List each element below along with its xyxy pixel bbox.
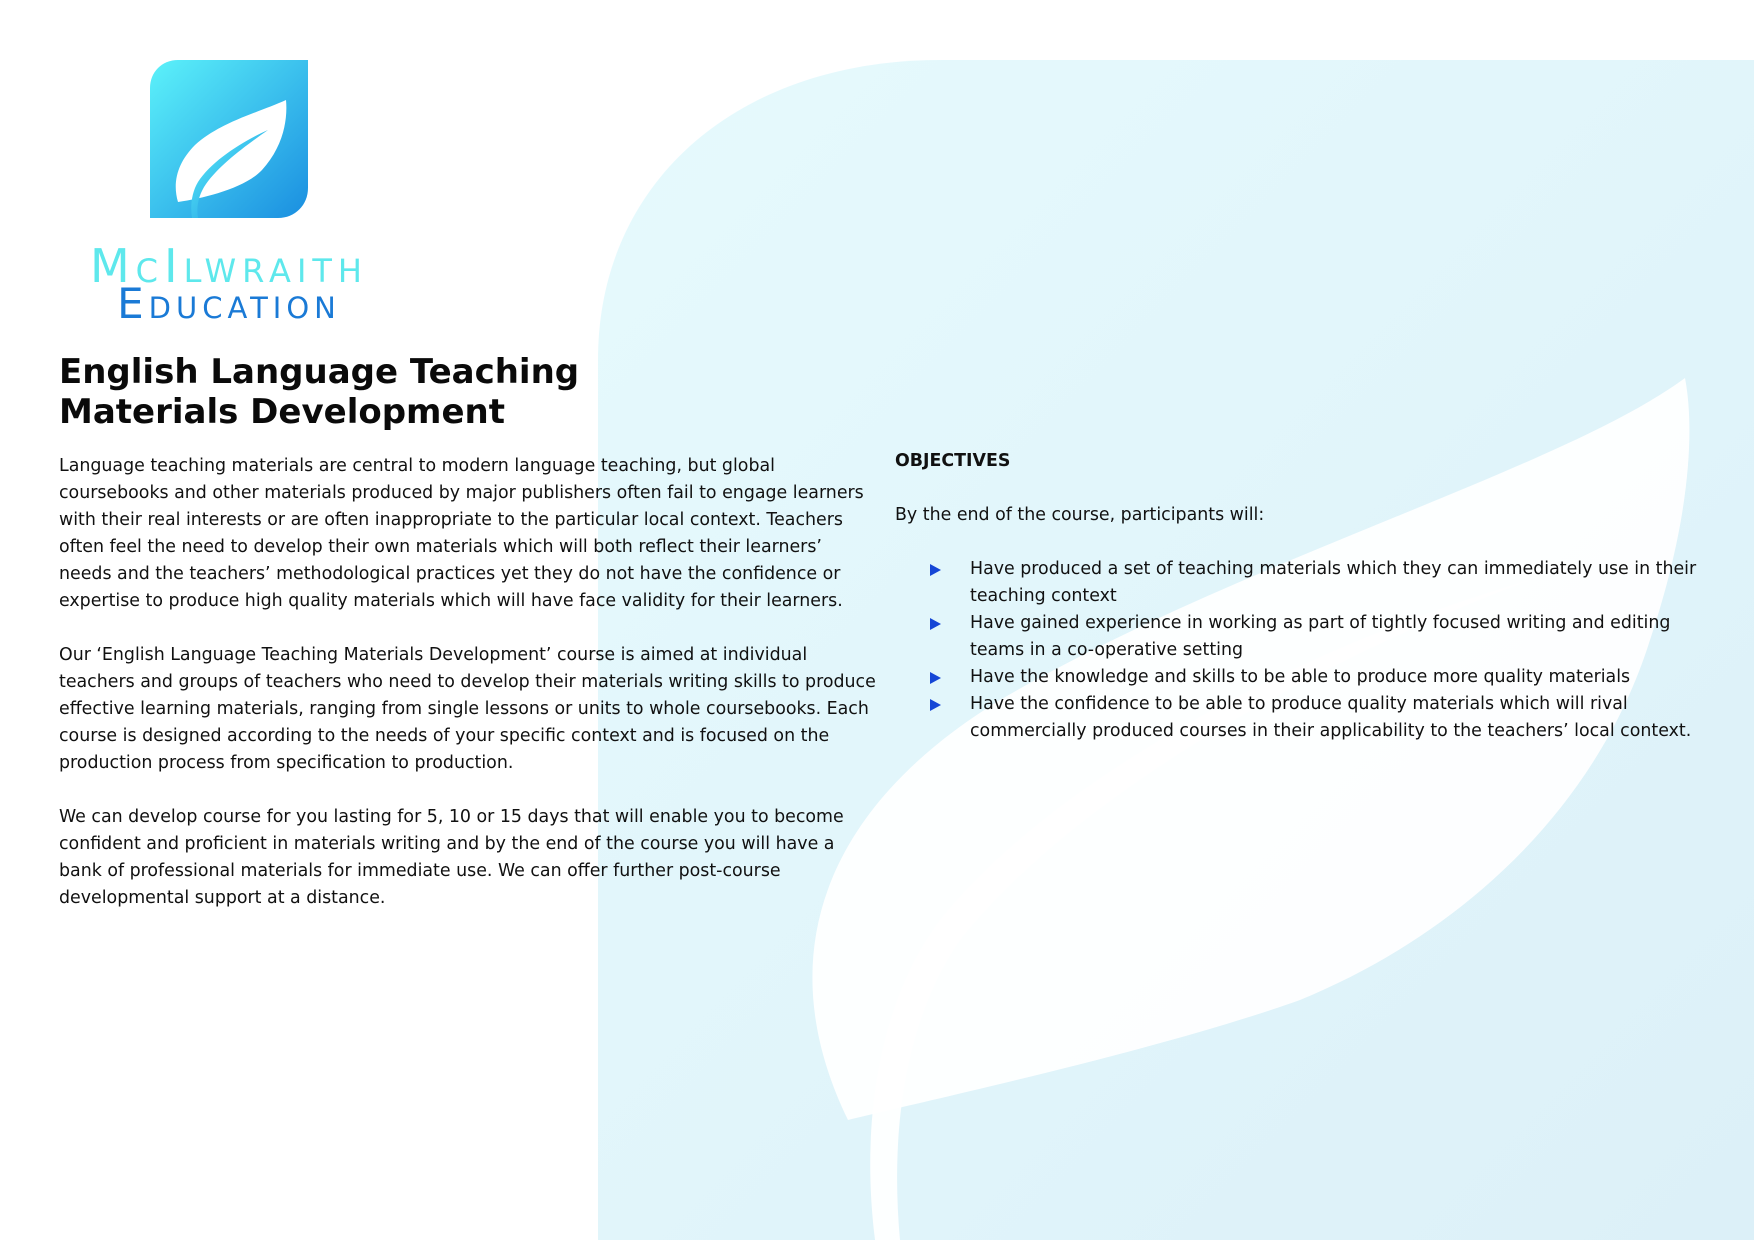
objectives-intro: By the end of the course, participants will: xyxy=(895,505,1265,525)
intro-paragraph-2: Our ‘English Language Teaching Materials Development’ course is aimed at individual teachers and groups of teachers who need to develop their materials writing skills to produce effective learning materials, ranging from single lessons or units to whole coursebooks. Each course is designed according to the needs of your specific context and is focused on the production process from specification to production. xyxy=(59,645,876,773)
triangle-bullet-icon xyxy=(930,672,941,684)
logo-wordmark-line2: Education xyxy=(117,279,341,328)
intro-section xyxy=(59,453,879,939)
page-title-line1: English Language Teaching xyxy=(59,352,580,392)
triangle-bullet-icon xyxy=(930,564,941,576)
objective-text: Have produced a set of teaching materials which they can immediately use in their teaching context xyxy=(970,559,1697,606)
objective-item xyxy=(895,556,1715,610)
page-title xyxy=(59,352,699,432)
intro-paragraph-3: We can develop course for you lasting for 5, 10 or 15 days that will enable you to become confident and proficient in materials writing and by the end of the course you will have a bank of professional materials for immediate use. We can offer further post-course developmental support at a distance. xyxy=(59,807,844,908)
triangle-bullet-icon xyxy=(930,699,941,711)
objective-item xyxy=(895,691,1715,745)
objective-item xyxy=(895,610,1715,664)
objectives-list xyxy=(895,556,1715,745)
intro-paragraph-1: Language teaching materials are central to modern language teaching, but global coursebooks and other materials produced by major publishers often fail to engage learners with their real interests or are often inappropriate to the particular local context. Teachers often feel the need to develop their own materials which will both reflect their learners’ needs and the teachers’ methodological practices yet they do not have the confidence or expertise to produce high quality materials which will have face validity for their learners. xyxy=(59,456,864,611)
objective-text: Have gained experience in working as part of tightly focused writing and editing teams in a co-operative setting xyxy=(970,613,1671,660)
objective-text: Have the knowledge and skills to be able to produce more quality materials xyxy=(970,667,1631,687)
objectives-heading: OBJECTIVES xyxy=(895,451,1011,471)
objectives-section xyxy=(895,448,1715,745)
triangle-bullet-icon xyxy=(930,618,941,630)
page-title-line2: Materials Development xyxy=(59,392,505,432)
logo-wordmark-line1: McIlwraith xyxy=(89,239,368,293)
leaf-icon xyxy=(150,60,308,218)
objective-item xyxy=(895,664,1715,691)
objective-text: Have the confidence to be able to produce quality materials which will rival commercially produced courses in their applicability to the teachers’ local context. xyxy=(970,694,1692,741)
